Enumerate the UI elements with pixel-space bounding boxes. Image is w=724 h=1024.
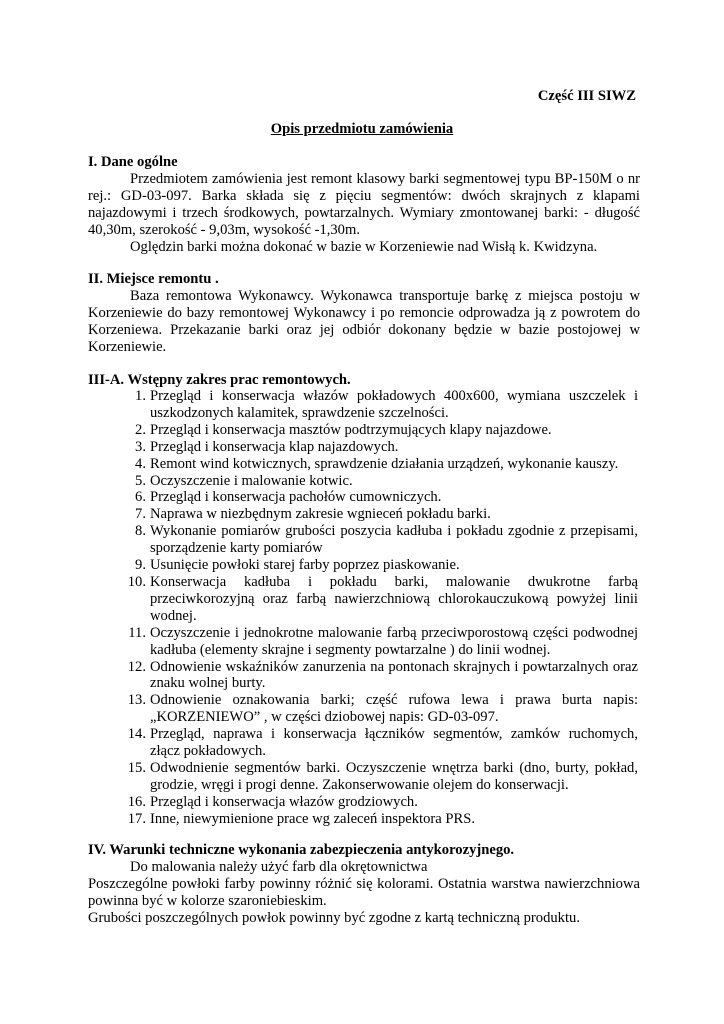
list-item-text: Wykonanie pomiarów grubości poszycia kadłuba i pokładu zgodnie z przepisami, sporządzenie karty pomiarów (150, 523, 638, 557)
paragraph: Do malowania należy użyć farb dla okrętownictwa (130, 858, 428, 875)
list-item-text: Odwodnienie segmentów barki. Oczyszczenie wnętrza barki (dno, burty, pokład, grodzie, wręgi i progi denne. Zakonserwowanie olejem do konserwacji. (150, 759, 638, 793)
list-item-text: Naprawa w niezbędnym zakresie wgnieceń pokładu barki. (150, 506, 491, 523)
document-reference: Część III SIWZ (537, 88, 636, 104)
list-item (126, 659, 638, 693)
list-item (126, 506, 638, 523)
list-item-number: 12. (127, 658, 146, 675)
section-general (88, 154, 640, 255)
list-item-text: Przegląd i konserwacja klap najazdowych. (150, 438, 399, 455)
list-item-text: Przegląd, naprawa i konserwacja łączników segmentów, zamków ruchomych, złącz pokładowych. (150, 726, 638, 760)
list-item-number: 13. (127, 692, 146, 709)
list-item-text: Odnowienie oznakowania barki; część rufowa lewa i prawa burta napis: „KORZENIEWO” , w części dziobowej napis: GD-03-097. (150, 692, 638, 726)
list-item-number: 17. (127, 810, 146, 827)
list-item-number: 6. (135, 489, 146, 506)
list-item (126, 523, 638, 557)
list-item (126, 760, 638, 794)
list-item (126, 473, 638, 490)
list-item-text: Konserwacja kadłuba i pokładu barki, malowanie dwukrotne farbą przeciwkorozyjną oraz farbą nawierzchniową chlorokauczukową powyżej linii wodnej. (150, 573, 638, 624)
list-item-text: Odnowienie wskaźników zanurzenia na pontonach skrajnych i powtarzalnych oraz znaku wolnej burty. (150, 658, 638, 692)
list-item (126, 489, 638, 506)
list-item (126, 811, 638, 828)
list-item-number: 11. (128, 624, 146, 641)
list-item-text: Oczyszczenie i malowanie kotwic. (150, 472, 353, 489)
list-item-text: Inne, niewymienione prace wg zaleceń inspektora PRS. (150, 810, 476, 827)
paragraph: Przedmiotem zamówienia jest remont klasowy barki segmentowej typu BP-150M o nr rej.: GD-03-097. Barka składa się z pięciu segmentów: dwóch skrajnych z klapami najazdowymi i trzech środkowych, powtarzalnych. Wymiary zmontowanej barki: - długość 40,30m, szerokość - 9,03m, wysokość -1,30m. (88, 170, 640, 238)
list-item (126, 692, 638, 726)
list-item-number: 15. (127, 759, 146, 776)
paragraph: Oględzin barki można dokonać w bazie w Korzeniewie nad Wisłą k. Kwidzyna. (130, 238, 598, 255)
list-item-text: Usunięcie powłoki starej farby poprzez piaskowanie. (150, 557, 460, 574)
list-item-number: 4. (135, 455, 146, 472)
list-item-number: 8. (135, 523, 146, 540)
section-location (88, 271, 640, 356)
page-title: Opis przedmiotu zamówienia (270, 121, 454, 137)
list-item-number: 10. (127, 573, 146, 590)
section-heading: IV. Warunki techniczne wykonania zabezpieczenia antykorozyjnego. (88, 842, 515, 858)
list-item-text: Przegląd i konserwacja pachołów cumowniczych. (150, 489, 442, 506)
list-item-text: Przegląd i konserwacja włazów pokładowych 400x600, wymiana uszczelek i uszkodzonych kalamitek, sprawdzenie szczelności. (150, 388, 638, 421)
list-item (126, 557, 638, 574)
section-heading: II. Miejsce remontu . (88, 271, 219, 287)
list-item (126, 794, 638, 811)
list-item-number: 14. (127, 726, 146, 743)
list-item (126, 625, 638, 659)
section-heading: III-A. Wstępny zakres prac remontowych. (88, 372, 351, 388)
list-item (126, 726, 638, 760)
paragraph: Grubości poszczególnych powłok powinny być zgodne z kartą techniczną produktu. (88, 909, 580, 926)
list-item-number: 16. (127, 793, 146, 810)
paragraph: Baza remontowa Wykonawcy. Wykonawca transportuje barkę z miejsca postoju w Korzeniewie do bazy remontowej Wykonawcy i po remoncie odprowadza ją z powrotem do Korzeniewa. Przekazanie barki oraz jej odbiór dokonany będzie w bazie postojowej w Korzeniewie. (88, 287, 640, 355)
list-item-number: 3. (135, 438, 146, 455)
paragraph: Poszczególne powłoki farby powinny różnić się kolorami. Ostatnia warstwa nawierzchniowa powinna być w kolorze szaroniebieskim. (88, 875, 640, 909)
section-technical-conditions (88, 842, 640, 927)
list-item (126, 388, 638, 422)
list-item-number: 7. (135, 506, 146, 523)
list-item-text: Przegląd i konserwacja włazów grodziowych. (150, 793, 418, 810)
list-item-number: 1. (135, 388, 146, 404)
list-item (126, 574, 638, 625)
list-item-text: Przegląd i konserwacja masztów podtrzymujących klapy najazdowe. (150, 421, 552, 438)
list-item (126, 456, 638, 473)
list-item (126, 422, 638, 439)
work-items-list (126, 388, 638, 828)
section-scope (88, 372, 640, 389)
list-item-text: Oczyszczenie i jednokrotne malowanie farbą przeciwporostową części podwodnej kadłuba (elementy skrajne i segmenty powtarzalne ) do linii wodnej. (150, 624, 638, 658)
list-item-text: Remont wind kotwicznych, sprawdzenie działania urządzeń, wykonanie kauszy. (150, 455, 619, 472)
list-item-number: 5. (135, 472, 146, 489)
list-item-number: 9. (135, 557, 146, 574)
section-heading: I. Dane ogólne (88, 154, 178, 170)
list-item-number: 2. (135, 421, 146, 438)
list-item (126, 439, 638, 456)
